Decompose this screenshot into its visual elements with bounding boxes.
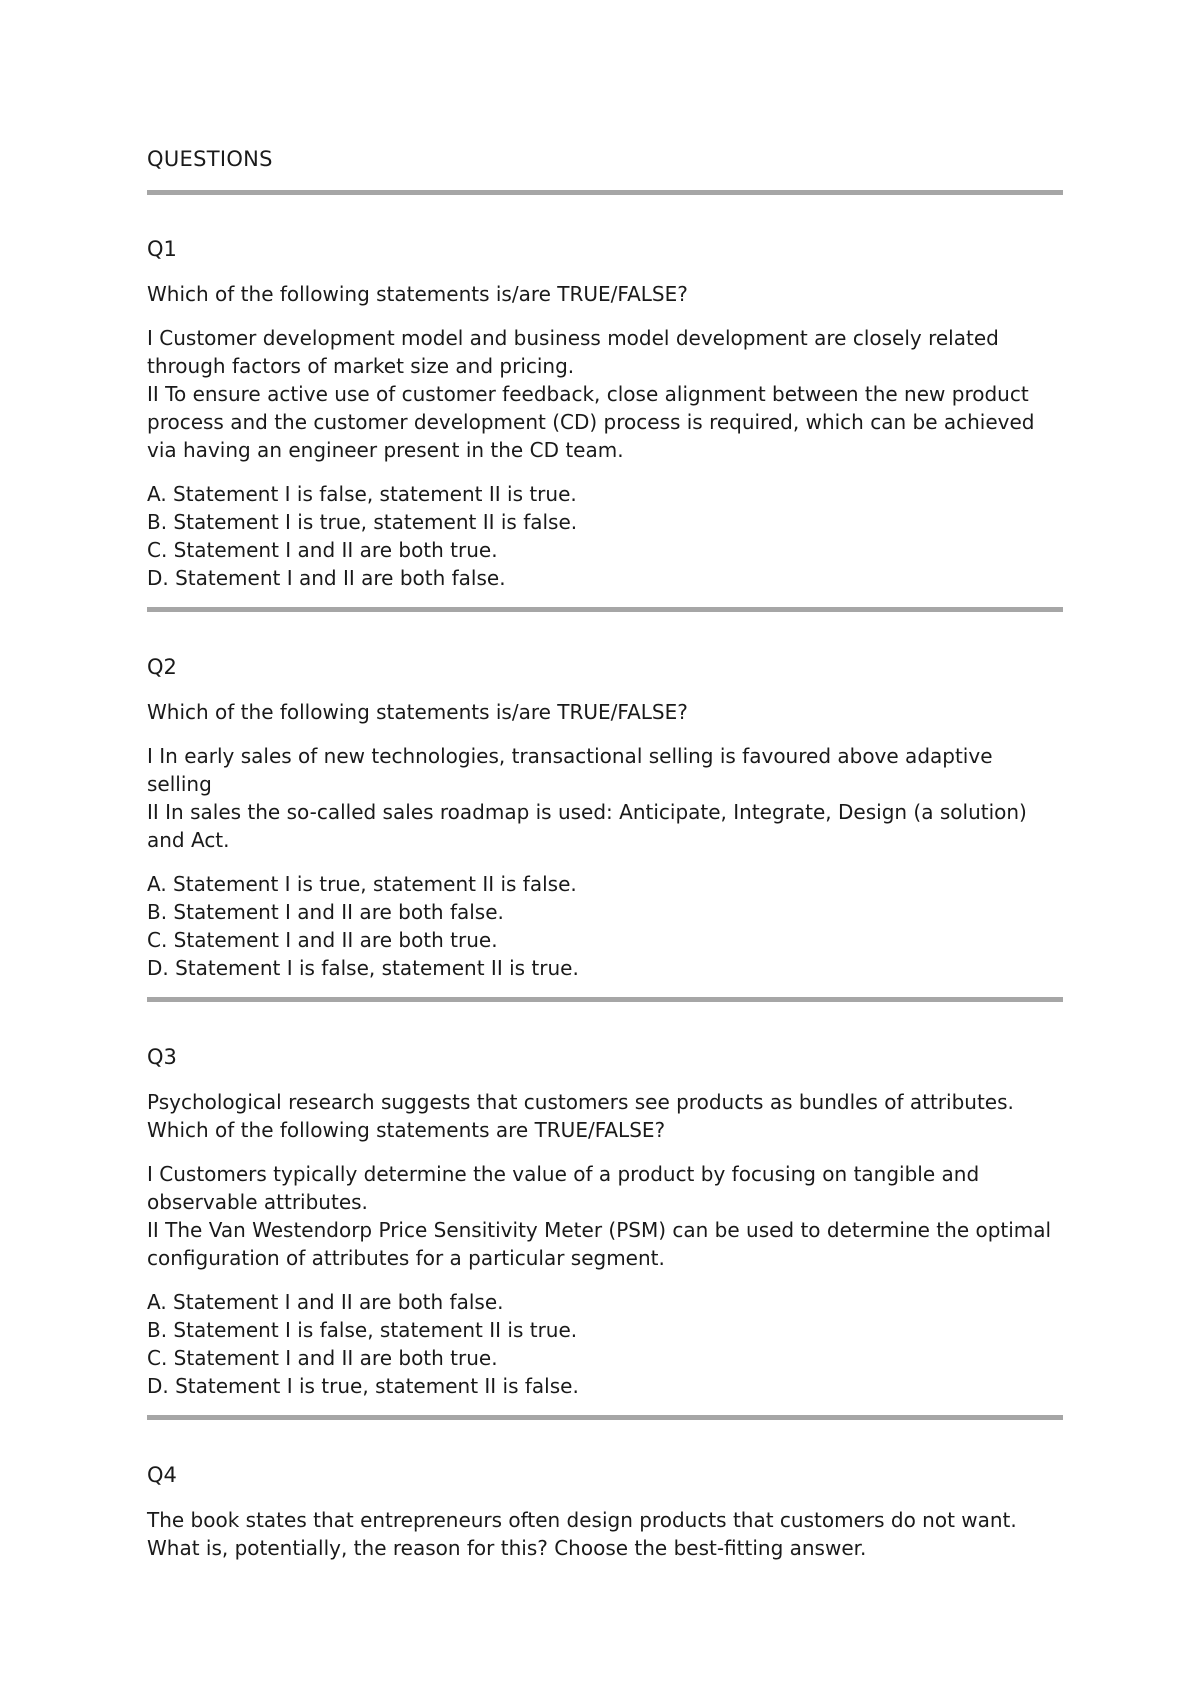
option-c: C. Statement I and II are both true. — [147, 1346, 498, 1370]
answer-options — [147, 1288, 1063, 1400]
option-a: A. Statement I is true, statement II is false. — [147, 872, 577, 896]
option-d: D. Statement I is true, statement II is false. — [147, 1374, 579, 1398]
question-3 — [147, 1044, 1063, 1400]
option-c: C. Statement I and II are both true. — [147, 538, 498, 562]
section-divider — [147, 190, 1063, 195]
statement-i: I In early sales of new technologies, transactional selling is favoured above adaptive selling — [147, 744, 993, 796]
question-prompt: The book states that entrepreneurs often design products that customers do not want. What is, potentially, the reason for this? Choose the best-fitting answer. — [147, 1508, 1017, 1560]
option-c: C. Statement I and II are both true. — [147, 928, 498, 952]
option-b: B. Statement I is true, statement II is false. — [147, 510, 578, 534]
question-label: Q4 — [147, 1463, 177, 1487]
option-d: D. Statement I and II are both false. — [147, 566, 506, 590]
question-1 — [147, 236, 1063, 592]
statement-ii: II The Van Westendorp Price Sensitivity Meter (PSM) can be used to determine the optimal configuration of attributes for a particular segment. — [147, 1218, 1052, 1270]
question-statements — [147, 324, 1063, 464]
answer-options — [147, 870, 1063, 982]
option-b: B. Statement I and II are both false. — [147, 900, 504, 924]
question-prompt: Which of the following statements is/are TRUE/FALSE? — [147, 700, 688, 724]
question-label: Q1 — [147, 237, 177, 261]
option-a: A. Statement I and II are both false. — [147, 1290, 504, 1314]
question-label: Q2 — [147, 655, 177, 679]
question-2 — [147, 654, 1063, 982]
option-d: D. Statement I is false, statement II is true. — [147, 956, 579, 980]
question-label: Q3 — [147, 1045, 177, 1069]
question-prompt: Which of the following statements is/are TRUE/FALSE? — [147, 282, 688, 306]
question-prompt: Psychological research suggests that customers see products as bundles of attributes. Which of the following statements are TRUE/FALSE? — [147, 1090, 1014, 1142]
statement-i: I Customers typically determine the value of a product by focusing on tangible and observable attributes. — [147, 1162, 980, 1214]
document-title: QUESTIONS — [147, 147, 273, 171]
question-divider — [147, 607, 1063, 612]
statement-ii: II In sales the so-called sales roadmap is used: Anticipate, Integrate, Design (a solution) and Act. — [147, 800, 1027, 852]
question-divider — [147, 1415, 1063, 1420]
question-divider — [147, 997, 1063, 1002]
question-4 — [147, 1462, 1063, 1578]
option-a: A. Statement I is false, statement II is true. — [147, 482, 577, 506]
question-statements — [147, 742, 1063, 854]
option-b: B. Statement I is false, statement II is true. — [147, 1318, 578, 1342]
question-statements — [147, 1160, 1063, 1272]
answer-options — [147, 480, 1063, 592]
statement-i: I Customer development model and business model development are closely related through factors of market size and pricing. — [147, 326, 999, 378]
statement-ii: II To ensure active use of customer feedback, close alignment between the new product process and the customer development (CD) process is required, which can be achieved via having an engineer present in the CD team. — [147, 382, 1035, 462]
